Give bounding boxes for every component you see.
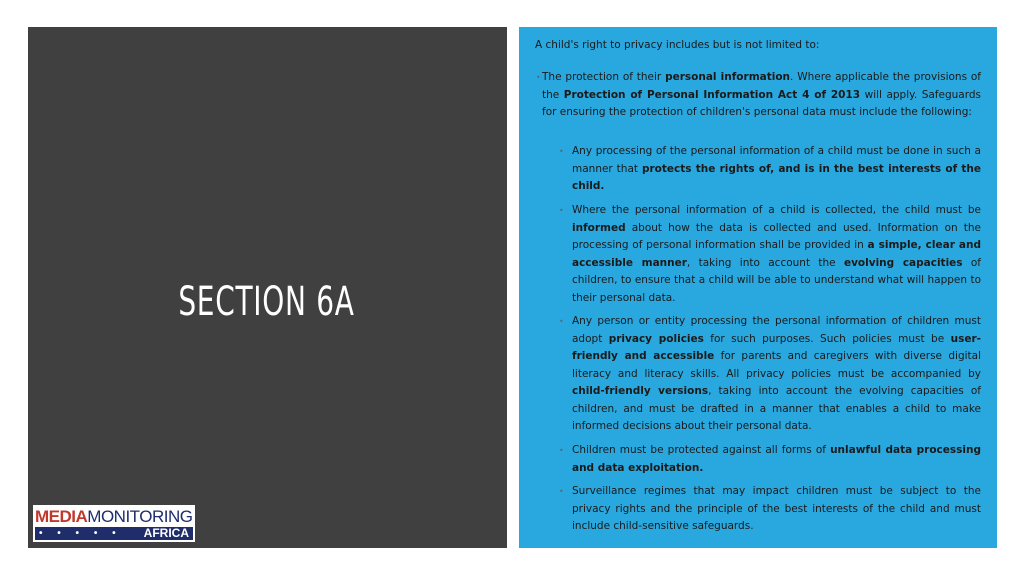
media-monitoring-africa-logo (33, 505, 195, 542)
bold-run: protects the rights of, and is in the best interests of the child. (572, 162, 981, 192)
bold-run: child-friendly versions (572, 385, 709, 397)
text-run: for such purposes. Such policies must be (703, 332, 951, 345)
logo-media-text: MEDIA (35, 507, 88, 526)
bold-run: personal information (665, 71, 791, 83)
logo-monitoring-text: MONITORING (87, 507, 193, 526)
bold-run: informed (572, 221, 626, 234)
list-item (559, 483, 981, 536)
bold-run: evolving capacities (843, 256, 963, 269)
bold-run: unlawful data processing and data exploitation. (572, 444, 981, 474)
text-run: , taking into account the evolving capacities of children, and must be drafted in a manner that enables a child to make informed decisions about their personal data. (572, 385, 982, 432)
section-title: SECTION 6A (178, 279, 355, 325)
text-run: Where the personal information of a child is collected, the child must be (572, 204, 981, 216)
text-run: The protection of their (542, 71, 666, 83)
bold-run: a simple, clear and accessible manner (572, 239, 981, 269)
logo-africa-text: AFRICA (143, 526, 189, 540)
bold-run: user-friendly and accessible (572, 332, 981, 362)
logo-wordmark (35, 507, 193, 526)
text-run: Any person or entity processing the personal information of children must adopt (572, 315, 981, 345)
text-run: , taking into account the (686, 256, 844, 269)
bold-run: Protection of Personal Information Act 4 of 2013 (563, 88, 861, 101)
logo-dots: • • • • • (39, 528, 122, 539)
bullet-icon: • (559, 206, 564, 215)
bullet-icon: • (559, 317, 564, 326)
bullet-icon: • (559, 147, 564, 156)
text-run: for parents and caregivers with diverse digital literacy and literacy skills. All privacy policies must be accompanied by (572, 350, 981, 380)
left-panel (28, 27, 507, 548)
text-run: Children must be protected against all forms of (572, 444, 831, 456)
main-bullet (536, 69, 981, 122)
intro-text: A child's right to privacy includes but is not limited to: (535, 39, 820, 51)
text-run: . Where applicable the provisions of the (542, 71, 981, 101)
text-run: Any processing of the personal information of a child must be done in such a manner that (572, 145, 981, 175)
list-item (559, 202, 981, 307)
bold-run: privacy policies (608, 332, 704, 345)
bullet-icon: • (559, 487, 564, 496)
text-run: about how the data is collected and used. Information on the processing of personal information shall be provided in (572, 221, 981, 251)
list-item (559, 313, 982, 436)
list-item (559, 442, 981, 477)
text-run: will apply. Safeguards for ensuring the protection of children's personal data must include the following: (542, 88, 981, 118)
text-run: Surveillance regimes that may impact children must be subject to the privacy rights and the principle of the best interests of the child and must include child-sensitive safeguards. (572, 485, 981, 532)
bullet-icon: • (536, 73, 541, 82)
text-run: of children, to ensure that a child will be able to understand what will happen to their personal data. (572, 256, 981, 304)
logo-bar (35, 527, 193, 540)
bullet-icon: • (559, 446, 564, 455)
list-item (559, 143, 981, 196)
content-panel (519, 27, 997, 548)
